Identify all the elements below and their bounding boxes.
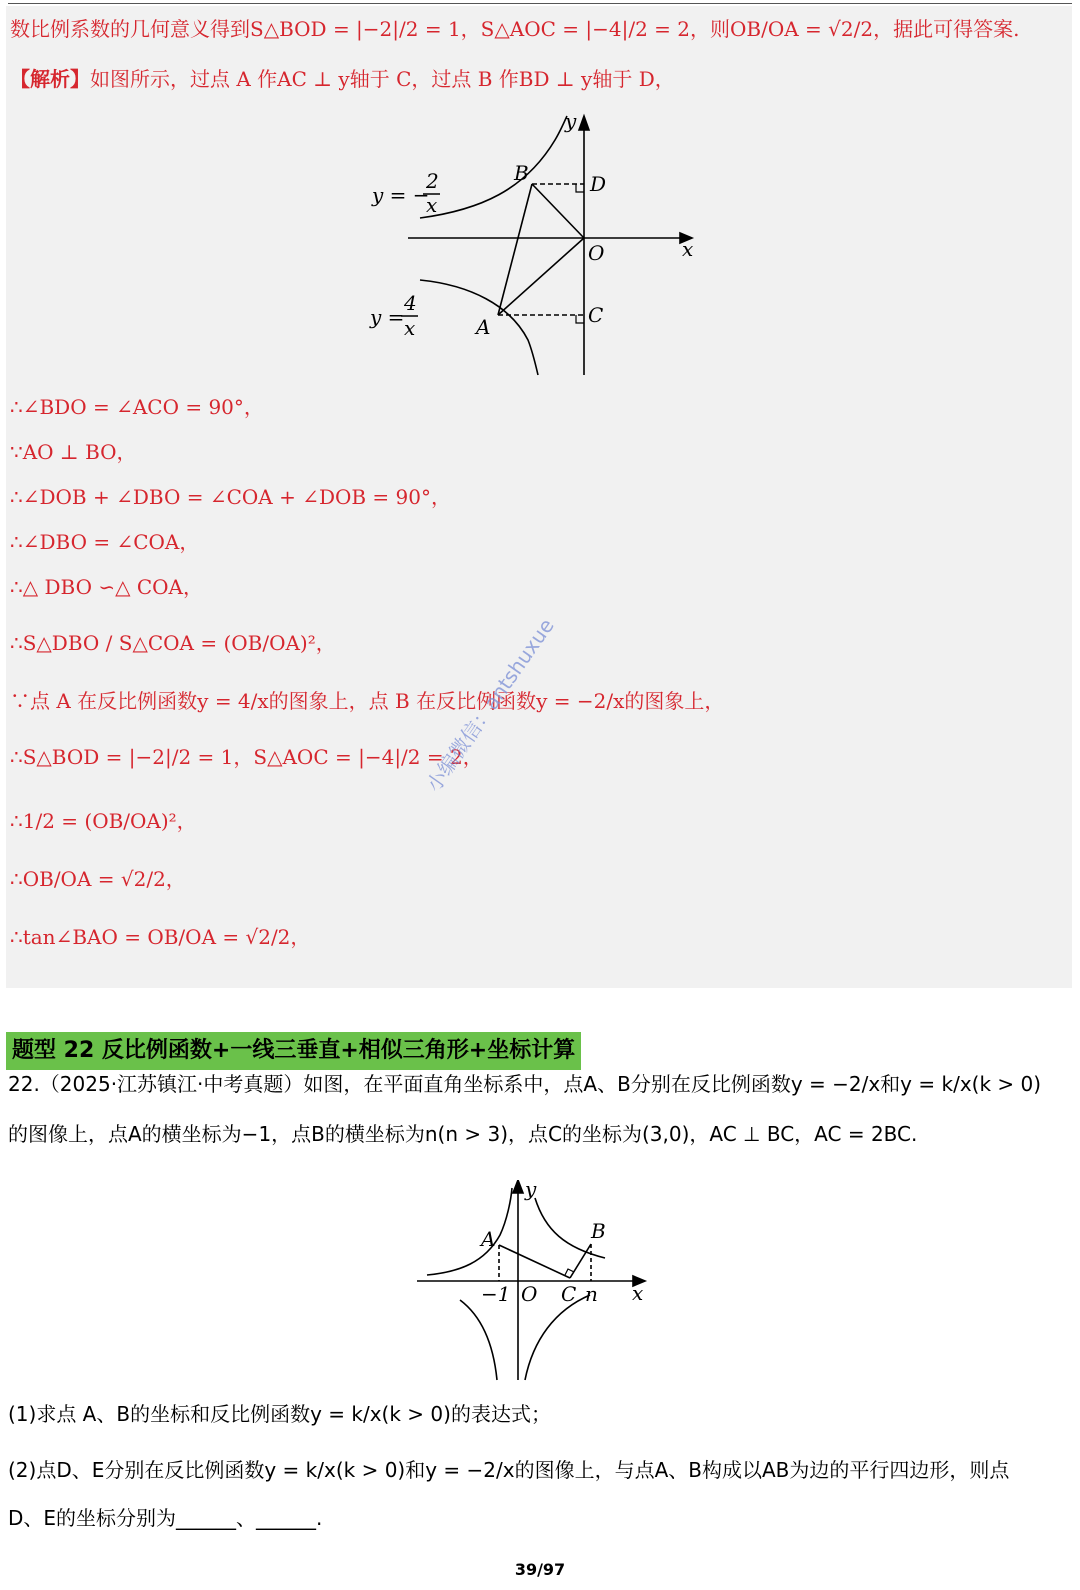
fig2-label-n: n (585, 1282, 598, 1306)
fig1-eq-bot: y = (370, 305, 405, 329)
figure-1 (360, 110, 710, 380)
fig1-eq-top: y = − (372, 183, 430, 207)
analysis-line (10, 66, 675, 92)
fig1-label-x: x (682, 237, 694, 261)
fig1-label-B: B (514, 161, 529, 185)
top-rule (8, 3, 1072, 4)
fig2-label-A: A (481, 1227, 496, 1251)
fig1-label-O: O (588, 241, 605, 265)
step-1: ∵AO ⊥ BO， (10, 440, 137, 464)
solution-line-0: 数比例系数的几何意义得到S△BOD = |−2|/2 = 1，S△AOC = |−4|/2 = 2，则OB/OA = √2/2，据此可得答案. (10, 17, 1020, 41)
step-0: ∴∠BDO = ∠ACO = 90°， (10, 395, 264, 419)
fig2-label-y: y (525, 1180, 537, 1201)
fig2-segment-AC (499, 1245, 570, 1278)
fig1-right-angle-D (576, 184, 584, 192)
fig2-label-C: C (561, 1282, 577, 1306)
step-6: ∵点 A 在反比例函数y = 4/x的图象上，点 B 在反比例函数y = −2/x的图象上， (10, 689, 725, 713)
fig1-eq-top-den: x (426, 193, 438, 217)
fig1-right-angle-C (576, 315, 584, 323)
watermark: 小编微信：antshuxue (421, 614, 559, 797)
fig1-eq-bot-den: x (404, 316, 416, 340)
fig1-label-C: C (588, 303, 604, 327)
section-title: 题型 22 反比例函数+一线三垂直+相似三角形+坐标计算 (6, 1032, 581, 1070)
fig2-label-x: x (632, 1281, 644, 1305)
fig2-label-B: B (591, 1219, 606, 1243)
analysis-tag: 【解析】 (10, 67, 90, 91)
fig1-y-arrow (579, 116, 589, 130)
step-10: ∴tan∠BAO = OB/OA = √2/2， (10, 925, 311, 949)
fig2-label-O: O (521, 1282, 538, 1306)
fig1-eq-bot-num: 4 (404, 291, 417, 315)
fig1-segment-AO (498, 238, 584, 315)
fig2-y-arrow (513, 1180, 523, 1193)
step-5: ∴S△DBO / S△COA = (OB/OA)²， (10, 631, 336, 655)
figure-2 (415, 1180, 655, 1385)
step-3: ∴∠DBO = ∠COA， (10, 530, 200, 554)
analysis-text: 如图所示，过点 A 作AC ⊥ y轴于 C，过点 B 作BD ⊥ y轴于 D， (90, 67, 675, 91)
step-7: ∴S△BOD = |−2|/2 = 1，S△AOC = |−4|/2 = 2， (10, 745, 483, 769)
fig1-label-A: A (476, 315, 491, 339)
question-line-1: 22.（2025·江苏镇江·中考真题）如图，在平面直角坐标系中，点A、B分别在反比例函数y = −2/x和y = k/x(k > 0) (8, 1072, 1042, 1096)
question-part-2b: D、E的坐标分别为______、______. (8, 1506, 323, 1530)
question-part-1: (1)求点 A、B的坐标和反比例函数y = k/x(k > 0)的表达式； (8, 1402, 551, 1426)
fig2-curve-third-q-right (525, 1295, 590, 1380)
fig1-segment-AB (498, 184, 532, 315)
fig2-curve-fourth-q-left (460, 1300, 497, 1380)
fig2-label-neg1: −1 (481, 1282, 511, 1306)
question-part-2: (2)点D、E分别在反比例函数y = k/x(k > 0)和y = −2/x的图像上，与点A、B构成以AB为边的平行四边形，则点 (8, 1458, 1010, 1482)
page-number: 39/97 (514, 1560, 566, 1579)
question-line-2: 的图像上，点A的横坐标为−1，点B的横坐标为n(n > 3)，点C的坐标为(3,0)，AC ⊥ BC，AC = 2BC. (8, 1122, 918, 1146)
step-4: ∴△ DBO ∽△ COA， (10, 575, 203, 599)
step-2: ∴∠DOB + ∠DBO = ∠COA + ∠DOB = 90°， (10, 485, 451, 509)
fig1-label-D: D (590, 172, 607, 196)
fig1-eq-top-num: 2 (426, 169, 439, 193)
fig1-curve-top (420, 116, 567, 218)
fig1-label-y: y (565, 110, 577, 133)
step-9: ∴OB/OA = √2/2， (10, 867, 186, 891)
step-8: ∴1/2 = (OB/OA)²， (10, 809, 197, 833)
